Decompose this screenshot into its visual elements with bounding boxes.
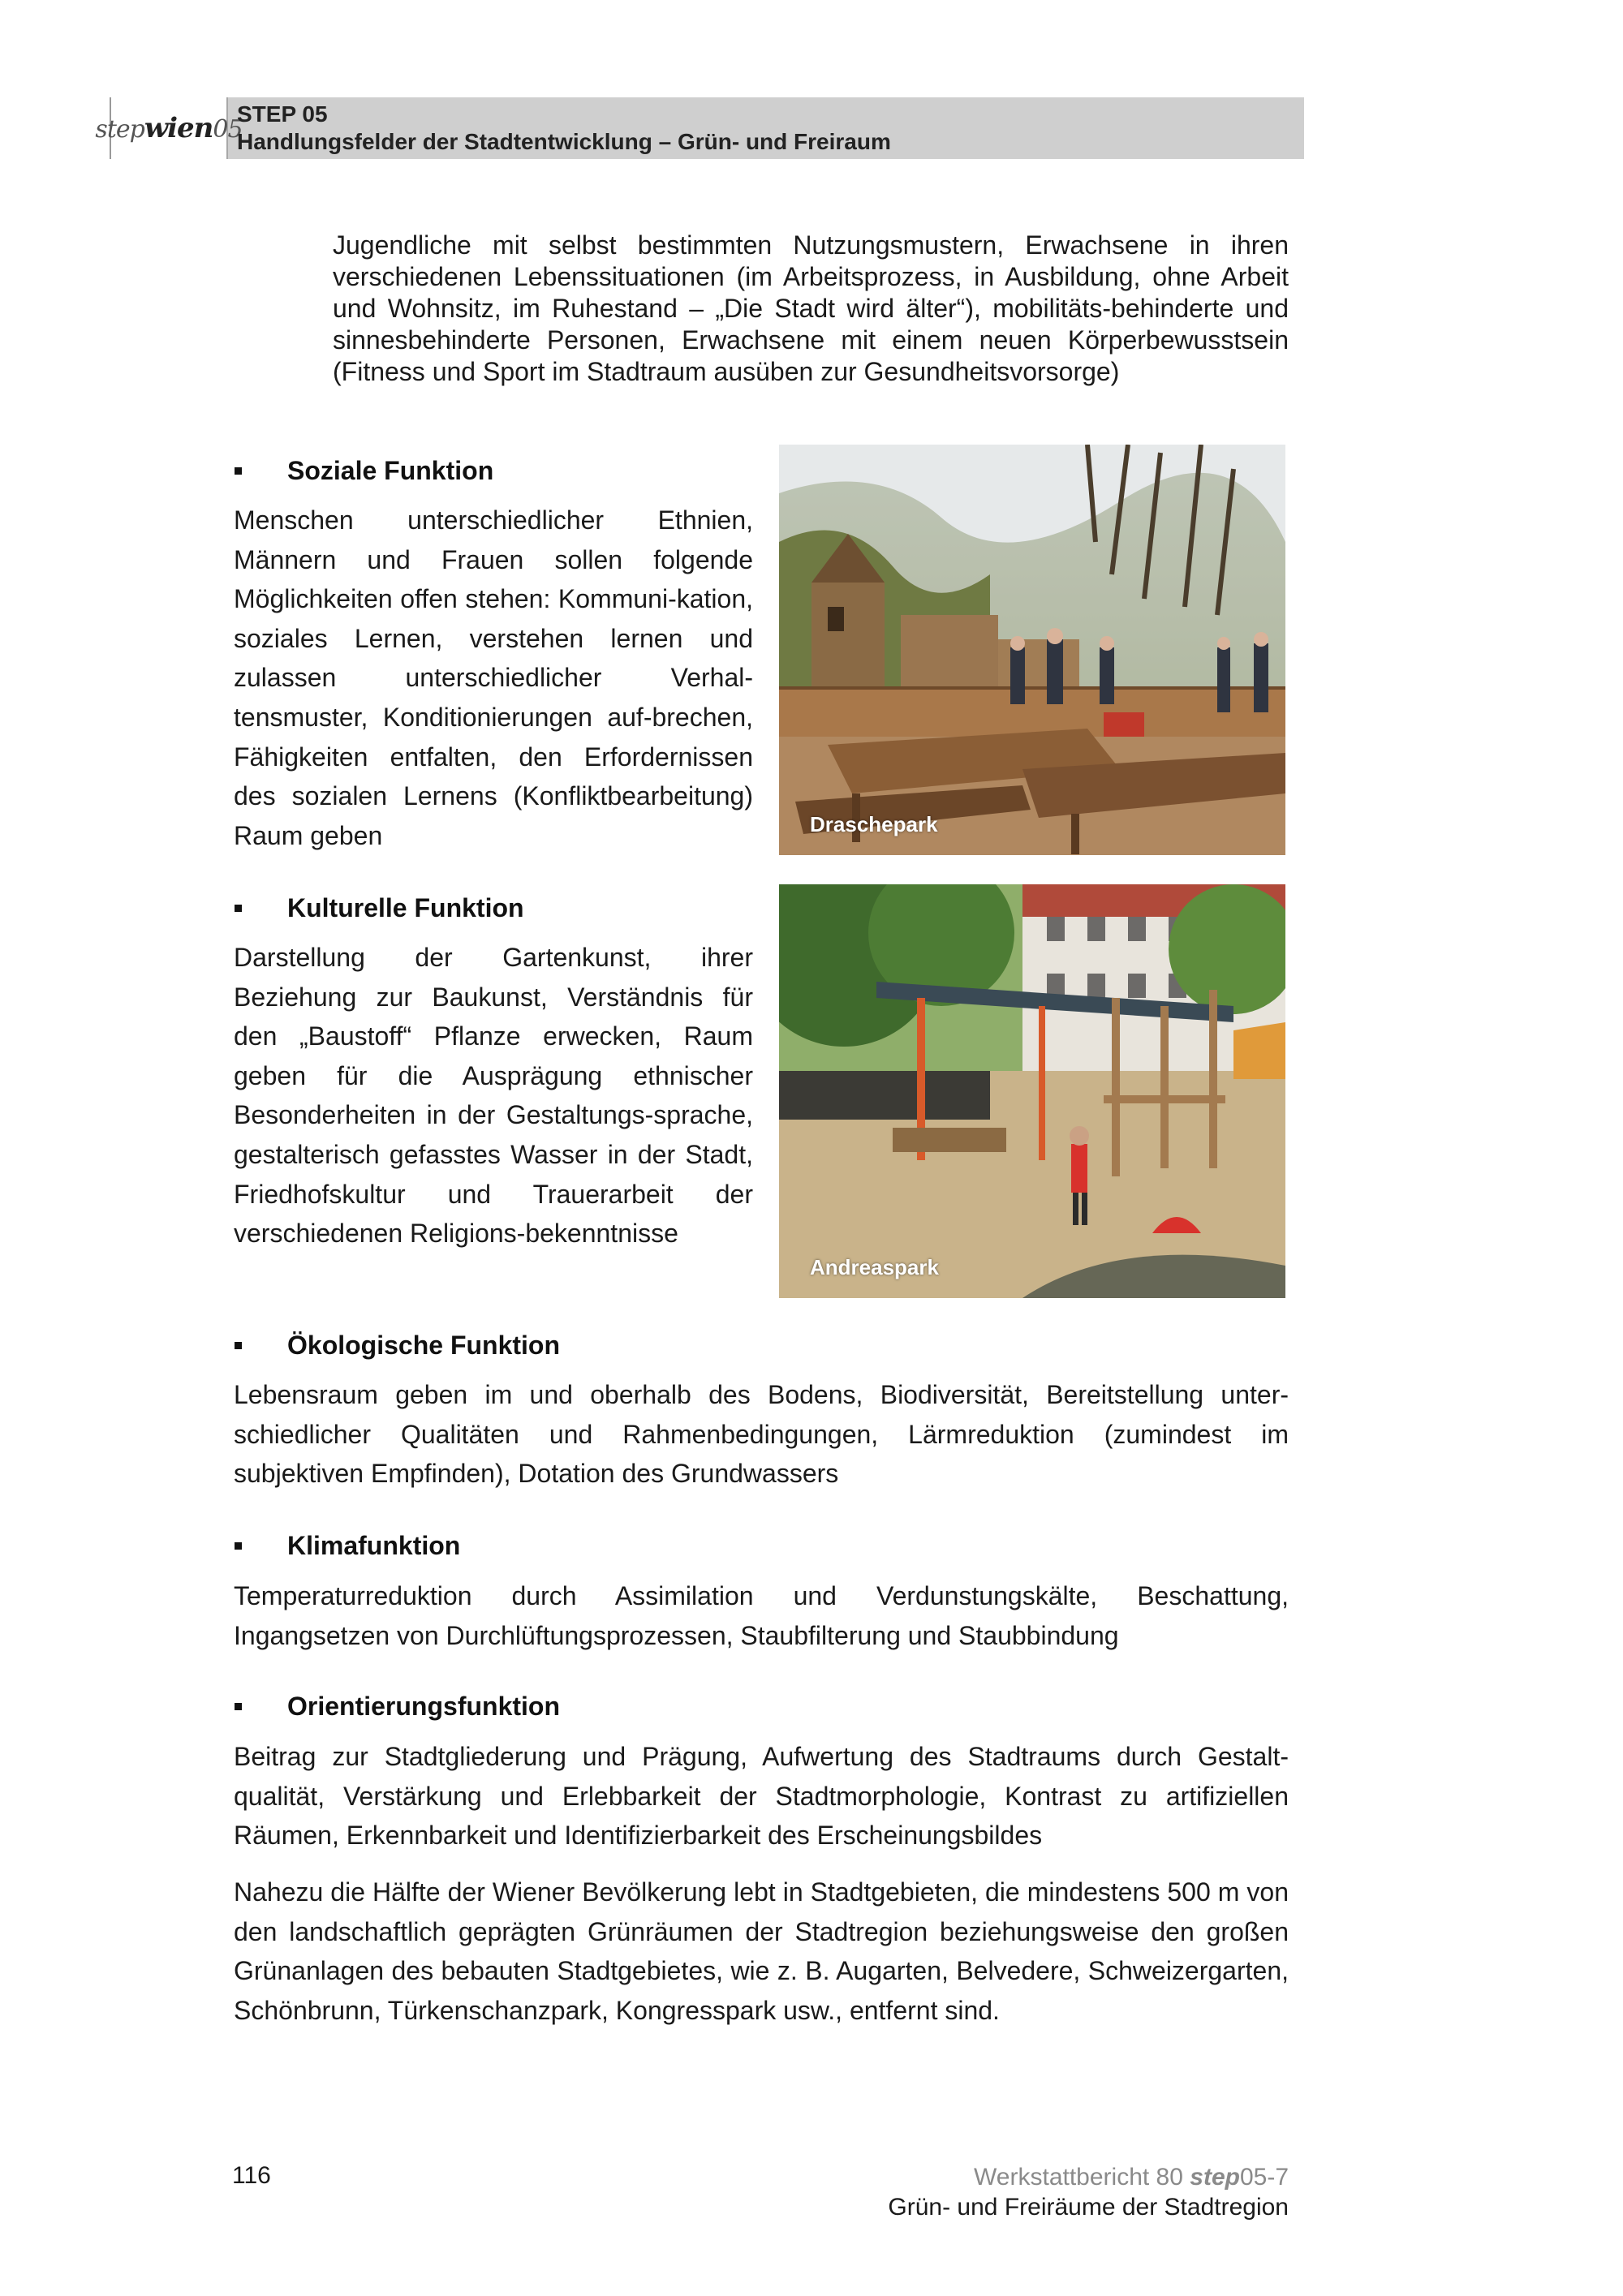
header-step-label: STEP 05	[237, 101, 328, 127]
photo-caption-draschepark: Draschepark	[810, 812, 938, 836]
header-chapter-title: Handlungsfelder der Stadtentwicklung – Grün- und Freiraum	[237, 129, 891, 154]
section-text-kulturelle: Darstellung der Gartenkunst, ihrer Beziehung zur Baukunst, Verständnis für den „Baustoff“ Pflanze erwecken, Raum geben für die Ausprägung ethnischer Besonderheiten in der Gestaltungs-sprache, gestalterisch gefasstes Wasser in der Stadt, Friedhofskultur und Trauerarbeit der verschiedenen Religions-bekenntnisse	[234, 943, 753, 1249]
closing-paragraph: Nahezu die Hälfte der Wiener Bevölkerung lebt in Stadtgebieten, die mindestens 500 m von den landschaftlich geprägten Grünräumen der Stadtregion beziehungsweise den großen Grünanlagen des bebauten Stadtgebietes, wie z. B. Augarten, Belvedere, Schweizergarten, Schönbrunn, Türkenschanzpark, Kongresspark usw., entfernt sind.	[234, 1877, 1289, 2025]
photo-andreaspark	[779, 884, 1285, 1298]
section-text-orientierung: Beitrag zur Stadtgliederung und Prägung, Aufwertung des Stadtraums durch Gestalt-qualität, Verstärkung und Erlebbarkeit der Stadtmorphologie, Kontrast zu artifiziellen Räumen, Erkennbarkeit und Identifizierbarkeit des Erscheinungsbildes	[234, 1742, 1289, 1851]
bullet-icon	[235, 1703, 242, 1710]
section-title-soziale: Soziale Funktion	[232, 456, 493, 486]
logo-wordmark: stepwien05	[95, 112, 243, 144]
intro-paragraph: Jugendliche mit selbst bestimmten Nutzungsmustern, Erwachsene in ihren verschiedenen Lebenssituationen (im Arbeitsprozess, in Ausbildung, ohne Arbeit und Wohnsitz, im Ruhestand – „Die Stadt wird älter“), mobilitäts-behinderte und sinnesbehinderte Personen, Erwachsene mit einem neuen Körperbewusstsein (Fitness und Sport im Stadtraum ausüben zur Gesundheitsvorsorge)	[333, 230, 1289, 386]
footer-subtitle: Grün- und Freiräume der Stadtregion	[888, 2194, 1289, 2221]
bullet-icon	[235, 905, 242, 912]
section-title-kulturelle: Kulturelle Funktion	[232, 893, 524, 923]
section-title-klima: Klimafunktion	[232, 1531, 460, 1561]
section-text-soziale: Menschen unterschiedlicher Ethnien, Männern und Frauen sollen folgende Möglichkeiten offen stehen: Kommuni-kation, soziales Lernen, verstehen lernen und zulassen unterschiedlicher Verhal-tensmuster, Konditionierungen auf-brechen, Fähigkeiten entfalten, den Erfordernissen des sozialen Lernens (Konfliktbearbeitung) Raum geben	[234, 505, 753, 850]
page-header	[95, 97, 1304, 159]
section-title-orientierung: Orientierungsfunktion	[232, 1692, 560, 1722]
step-wien-logo	[95, 97, 243, 159]
header-titles	[237, 101, 891, 156]
bullet-icon	[235, 1542, 242, 1550]
bullet-icon	[235, 1342, 242, 1349]
photo-caption-andreaspark: Andreaspark	[810, 1255, 939, 1279]
bullet-icon	[235, 467, 242, 475]
section-title-oekologische: Ökologische Funktion	[232, 1331, 560, 1361]
footer-series: Werkstattbericht 80 step05-7	[974, 2164, 1289, 2191]
section-text-oekologische: Lebensraum geben im und oberhalb des Bodens, Biodiversität, Bereitstellung unter-schiedlicher Qualitäten und Rahmenbedingungen, Lärmreduktion (zumindest im subjektiven Empfinden), Dotation des Grundwassers	[234, 1380, 1289, 1489]
page-number: 116	[232, 2162, 271, 2189]
page-footer	[888, 2162, 1289, 2222]
photo-draschepark	[779, 445, 1285, 855]
section-text-klima: Temperaturreduktion durch Assimilation und Verdunstungskälte, Beschattung, Ingangsetzen von Durchlüftungsprozessen, Staubfilterung und Staubbindung	[234, 1581, 1289, 1650]
